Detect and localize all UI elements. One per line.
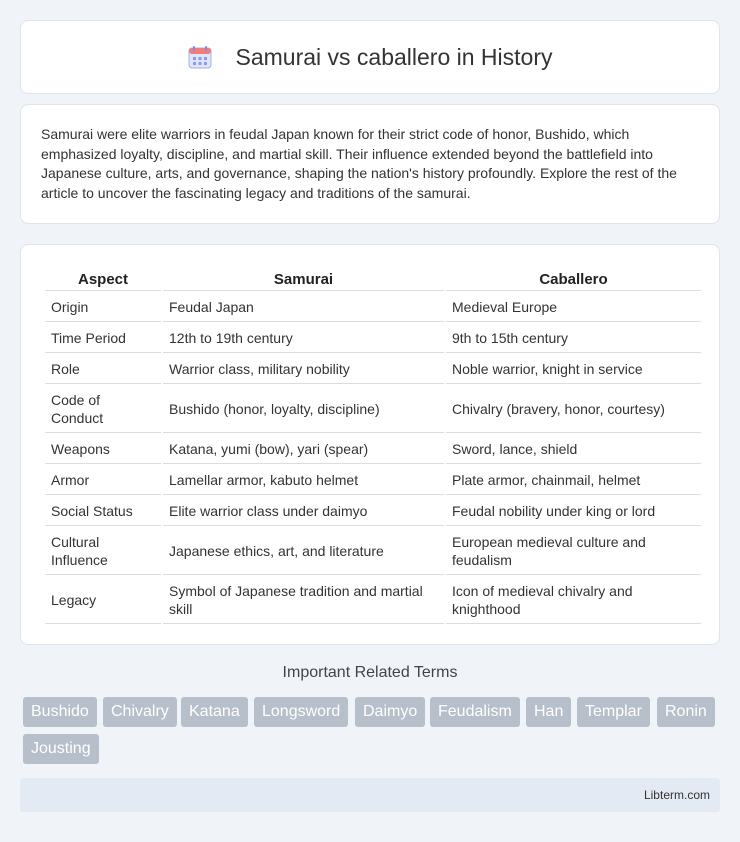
table-row: [45, 355, 701, 384]
table-row: [45, 577, 701, 624]
table-cell: Lamellar armor, kabuto helmet: [163, 466, 444, 495]
table-cell: Weapons: [45, 435, 161, 464]
table-cell: Icon of medieval chivalry and knighthood: [446, 577, 701, 624]
table-row: [45, 435, 701, 464]
table-cell: Chivalry (bravery, honor, courtesy): [446, 386, 701, 433]
column-header: Aspect: [45, 267, 161, 291]
table-cell: Medieval Europe: [446, 293, 701, 322]
related-term-tag[interactable]: Daimyo: [355, 697, 425, 727]
table-cell: European medieval culture and feudalism: [446, 528, 701, 575]
table-cell: Origin: [45, 293, 161, 322]
column-header: Caballero: [446, 267, 701, 291]
table-header-row: [45, 267, 701, 291]
table-cell: Feudal Japan: [163, 293, 444, 322]
table-row: [45, 466, 701, 495]
related-term-tag[interactable]: Templar: [577, 697, 650, 727]
table-cell: Cultural Influence: [45, 528, 161, 575]
table-cell: Armor: [45, 466, 161, 495]
title-card: [20, 20, 720, 94]
table-cell: Social Status: [45, 497, 161, 526]
table-cell: Katana, yumi (bow), yari (spear): [163, 435, 444, 464]
table-cell: Time Period: [45, 324, 161, 353]
table-cell: Noble warrior, knight in service: [446, 355, 701, 384]
related-terms-title: Important Related Terms: [282, 664, 458, 681]
table-cell: Plate armor, chainmail, helmet: [446, 466, 701, 495]
column-header: Samurai: [163, 267, 444, 291]
table-row: [45, 528, 701, 575]
related-term-tag[interactable]: Feudalism: [430, 697, 520, 727]
comparison-card: [20, 244, 720, 645]
comparison-table: [43, 265, 703, 626]
related-term-tag[interactable]: Chivalry: [103, 697, 177, 727]
page-title: Samurai vs caballero in History: [235, 43, 553, 70]
table-row: [45, 324, 701, 353]
related-term-tag[interactable]: Ronin: [657, 697, 715, 727]
related-term-tag[interactable]: Han: [526, 697, 571, 727]
table-cell: Japanese ethics, art, and literature: [163, 528, 444, 575]
related-term-tag[interactable]: Bushido: [23, 697, 97, 727]
intro-card: [20, 104, 720, 224]
table-cell: Code of Conduct: [45, 386, 161, 433]
table-row: [45, 293, 701, 322]
calendar-icon: [187, 44, 213, 70]
table-cell: Legacy: [45, 577, 161, 624]
table-cell: Sword, lance, shield: [446, 435, 701, 464]
related-term-tag[interactable]: Katana: [181, 697, 248, 727]
table-cell: 9th to 15th century: [446, 324, 701, 353]
table-cell: Warrior class, military nobility: [163, 355, 444, 384]
table-cell: Elite warrior class under daimyo: [163, 497, 444, 526]
table-cell: Role: [45, 355, 161, 384]
table-cell: Bushido (honor, loyalty, discipline): [163, 386, 444, 433]
table-cell: 12th to 19th century: [163, 324, 444, 353]
footer-brand: Libterm.com: [643, 788, 710, 802]
related-term-tag[interactable]: Longsword: [254, 697, 348, 727]
intro-text: Samurai were elite warriors in feudal Japan known for their strict code of honor, Bushido, which emphasized loyalty, discipline, and martial skill. Their influence extended beyond the battlefield into Japanese culture, arts, and governance, shaping the nation's history profoundly. Explore the rest of the article to uncover the fascinating legacy and traditions of the samurai.: [41, 126, 677, 201]
table-cell: Symbol of Japanese tradition and martial skill: [163, 577, 444, 624]
table-row: [45, 386, 701, 433]
related-term-tag[interactable]: Jousting: [23, 734, 99, 764]
footer: [20, 778, 720, 812]
table-cell: Feudal nobility under king or lord: [446, 497, 701, 526]
table-row: [45, 497, 701, 526]
